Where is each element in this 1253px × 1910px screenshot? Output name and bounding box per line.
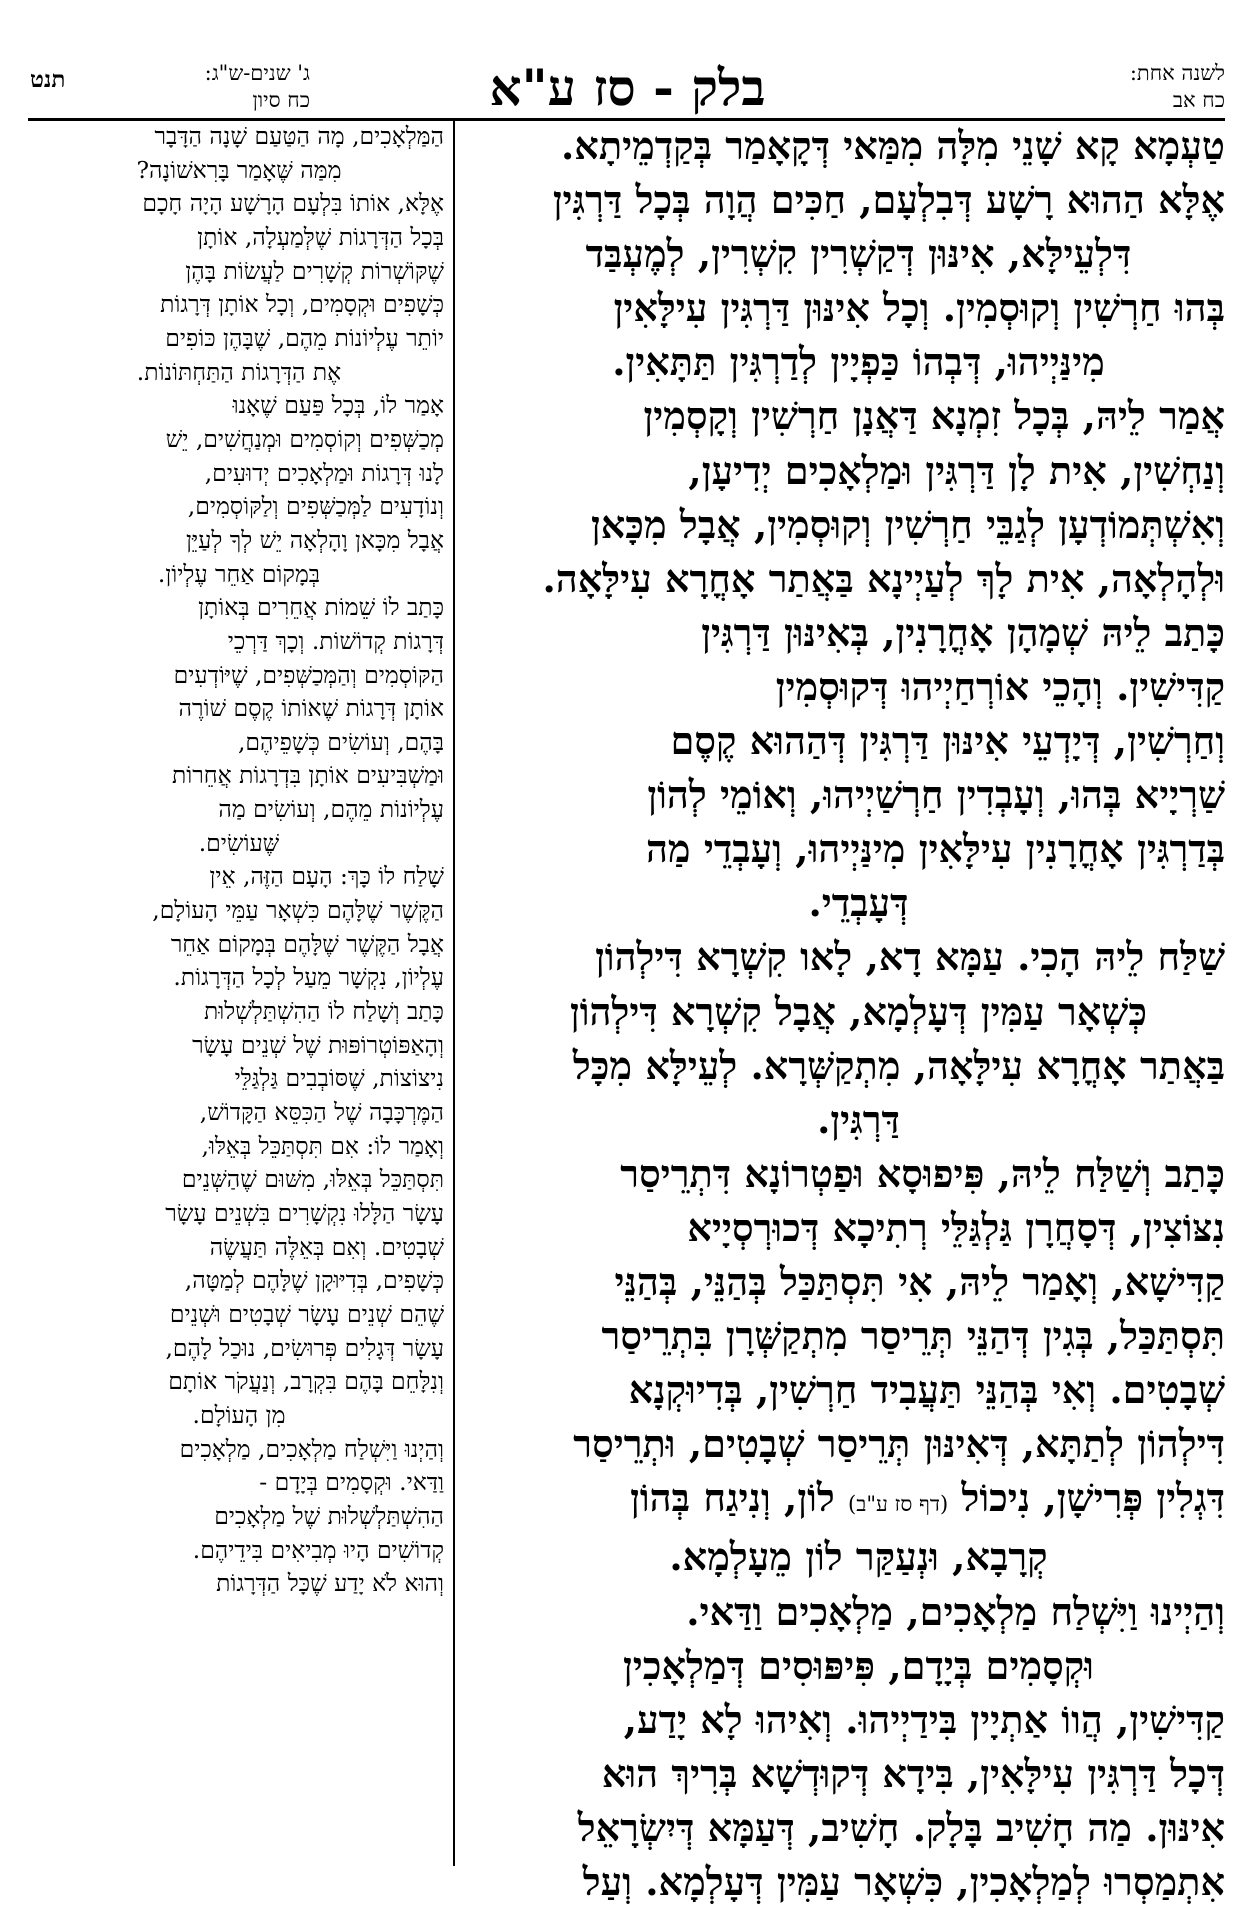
schedule-date: כח אב [1172, 88, 1225, 112]
text-line: וְהַיְנוּ וַיִּשְׁלַח מַלְאָכִים, מַלְאָכִים [179, 1434, 444, 1463]
text-line: אִינּוּן. מַה חָשִׁיב בָּלָק. חָשִׁיב, דְּעַמָּא דְּיִשְׂרָאֵל [577, 1805, 1225, 1851]
text-line: מִינַּיְיהוּ, דְּבְהוֹ כַּפְיָין לְדַרְגִּין תַּתָּאִין. [612, 340, 1105, 386]
text-line: בְּמָקוֹם אַחֵר עֶלְיוֹן. [157, 559, 321, 588]
text-line: קַדִּישִׁין. וְהָכֵי אוֹרְחַיְיהוּ דְּקוּסְמִין [775, 664, 1225, 710]
text-line: קַדִּישִׁין, הֲווֹ אַתְיָין בִּידַיְיהוּ. וְאִיהוּ לָא יָדַע, [623, 1697, 1225, 1743]
text-line: שְׁבָטִים. וְאִי בְּהַנֵּי תַּעֲבִיד חַרְשִׁין, בְּדִיוּקְנָא [628, 1368, 1225, 1414]
text-line: אִתְמַסְרוּ לְמַלְאָכִין, כִּשְׁאָר עַמִּין דְּעָלְמָא. וְעַל [582, 1860, 1225, 1905]
text-line: הַקֶּשֶׁר שֶׁלָּהֶם כִּשְׁאָר עַמֵּי הָעוֹלָם, [152, 896, 444, 925]
text-line: נִיצוֹצוֹת, שֶׁסּוֹבְבִים גַּלְגַּלֵּי [234, 1064, 444, 1093]
hebrew-translation-column [34, 120, 444, 1870]
text-line: דַּרְגִּין. [817, 1097, 900, 1143]
text-line: כָּתַב לוֹ שֵׁמוֹת אֲחֵרִים בְּאוֹתָן [198, 593, 444, 622]
text-line: מִן הָעוֹלָם. [192, 1400, 286, 1429]
text-line: כָּתַב וְשַׁלַּח לֵיהּ, פִּיפוּסָא וּפַטְרוֹנָא דִּתְרֵיסַר [620, 1151, 1225, 1197]
text-line: וְהָאַפּוֹטְרוֹפּוּת שֶׁל שְׁנֵים עָשָׂר [192, 1030, 444, 1059]
daily-schedule-three-year [110, 60, 310, 114]
text-line: דְּעָבְדֵי. [808, 881, 909, 927]
column-divider [453, 121, 455, 1866]
text-line: הַהִשְׁתַּלְשְׁלוּת שֶׁל מַלְאָכִים [214, 1501, 444, 1530]
text-line: אֶת הַדְּרָגוֹת הַתַּחְתּוֹנוֹת. [136, 357, 342, 386]
text-line: אֲבָל הַקֶּשֶׁר שֶׁלָּהֶם בְּמָקוֹם אַחֵר [170, 929, 444, 958]
text-line: הַמֶּרְכָּבָה שֶׁל הַכִּסֵּא הַקָּדוֹשׁ, [199, 1098, 444, 1127]
text-line: דְּכָל דַּרְגִּין עִילָּאִין, בִּידָא דְּקוּדְשָׁא בְּרִיךְ הוּא [601, 1751, 1225, 1797]
text-fragment: דִּגְלִין פְּרִישָׁן, נִיכוֹל [961, 1476, 1225, 1522]
text-line: שֶׁקּוֹשְׁרוֹת קְשָׁרִים לַעֲשׂוֹת בָּהֶן [185, 256, 444, 285]
schedule-label: ג' שנים-ש"ג: [204, 61, 310, 85]
text-line: תִּסְתַּכַּל, בְּגִין דְּהַנֵּי תְּרֵיסַר מִתְקַשְּׁרָן בִּתְרֵיסַר [601, 1314, 1225, 1360]
text-line: בָּהֶם, וְעוֹשִׂים כְּשָׁפֵיהֶם, [238, 727, 444, 756]
text-line: עָשָׂר דְּגָלִים פְּרוּשִׂים, נוּכַל לָהֶם, [165, 1333, 444, 1362]
text-line: דִּילְהוֹן לְתַתָּא, דְּאִינּוּן תְּרֵיסַר שְׁבָטִים, וּתְרֵיסַר [573, 1422, 1225, 1468]
text-line: כְּשְׁאָר עַמִּין דְּעָלְמָא, אֲבָל קִשְׁרָא דִּילְהוֹן [570, 989, 1147, 1035]
text-line: מְכַשְּׁפִים וְקוֹסְמִים וּמְנַחֲשִׁים, יֵשׁ [165, 424, 444, 453]
text-line: וְנִלָּחֵם בָּהֶם בִּקְרָב, וְנַעֲקֹר אוֹתָם [168, 1367, 444, 1396]
text-line: קְרָבָא, וּנְעַקַּר לוֹן מֵעָלְמָא. [669, 1535, 1048, 1581]
text-line: כָּתַב לֵיהּ שְׁמָהָן אָחֳרָנִין, בְּאִינּוּן דַּרְגִּין [701, 610, 1225, 656]
text-line: הַמַּלְאָכִים, מָה הַטַּעַם שָׁנָה הַדָּבָר [154, 122, 444, 150]
text-line: וְהוּא לֹא יָדַע שֶׁכָּל הַדְּרָגוֹת [216, 1569, 444, 1598]
text-line: אוֹתָן דְּרָגוֹת שֶׁאוֹתוֹ קֶסֶם שׁוֹרֶה [178, 694, 444, 723]
text-line: טַעְמָא קָא שָׁנֵי מִלָּה מִמַּאי דְּקָאָמַר בְּקַדְמֵיתָא. [561, 124, 1225, 169]
text-line: הַקּוֹסְמִים וְהַמְּכַשְּׁפִים, שֶׁיּוֹדְעִים [173, 660, 444, 689]
text-line: עָשָׂר הַלָּלוּ נִקְשָׁרִים בִּשְׁנֵים עָשָׂר [165, 1199, 444, 1227]
page-header [30, 58, 1225, 118]
text-line: אֲבָל מִכָּאן וָהָלְאָה יֵשׁ לְךָ לְעַיֵּן [186, 525, 444, 554]
text-line: קְדוֹשִׁים הָיוּ מְבִיאִים בִּידֵיהֶם. [192, 1535, 444, 1564]
text-line: אֲמַר לֵיהּ, בְּכָל זִמְנָא דַּאֲנָן חַרְשִׁין וְקָסְמִין [643, 394, 1225, 440]
text-line: וְהַיְינוּ וַיִּשְׁלַח מַלְאָכִים, מַלְאָכִים וַדַּאי. [686, 1589, 1225, 1635]
text-line: דְּרָגוֹת קְדוֹשׁוֹת. וְכָךְ דַּרְכֵי [227, 626, 444, 655]
text-line: אָמַר לוֹ, בְּכָל פַּעַם שֶׁאָנוּ [232, 391, 444, 420]
text-line: וַדַּאי. וּקְסָמִים בְּיָדָם - [259, 1468, 444, 1497]
text-line: אֶלָּא הַהוּא רָשָׁע דְּבִלְעָם, חַכִּים הֲוָה בְּכָל דַּרְגִּין [552, 178, 1225, 224]
text-line: עֶלְיוֹן, נִקְשָׁר מֵעַל לְכָל הַדְּרָגוֹת. [173, 963, 444, 992]
text-line: בְּדַרְגִּין אָחֳרָנִין עִילָּאִין מִינַּיְיהוּ, וְעָבְדֵי מַה [645, 827, 1225, 873]
text-line: קַדִּישָׁא, וְאָמַר לֵיהּ, אִי תִּסְתַּכַּל בְּהַנֵּי, בְּהַנֵּי [614, 1259, 1225, 1305]
text-line: כָּתַב וְשָׁלַח לוֹ הַהִשְׁתַּלְשְׁלוּת [204, 997, 444, 1026]
text-line: שַׁלַּח לֵיהּ הָכִי. עַמָּא דָא, לָאו קִשְׁרָא דִּילְהוֹן [595, 935, 1225, 981]
text-line: כְּשָׁפִים, בְּדִיּוּקָן שֶׁלָּהֶם לְמַטָּה, [184, 1266, 444, 1295]
schedule-date: כח סיון [252, 88, 310, 112]
text-line: אֶלָּא, אוֹתוֹ בִּלְעָם הָרָשָׁע הָיָה חָכָם [142, 189, 444, 218]
schedule-label: לשנה אחת: [1129, 61, 1225, 85]
text-line: וּמַשְׁבִּיעִים אוֹתָן בִּדְרָגוֹת אֲחֵרוֹת [172, 761, 444, 790]
page-title: בלק - סז ע"א [489, 58, 766, 117]
text-line: שֶׁהֵם שְׁנֵים עָשָׂר שְׁבָטִים וּשְׁנֵים [169, 1299, 444, 1328]
text-line: שֶּׁעוֹשִׂים. [198, 828, 280, 857]
text-line: עֶלְיוֹנוֹת מֵהֶם, וְעוֹשִׂים מַה [218, 795, 444, 824]
text-line: מִמַּה שֶּׁאָמַר בָּרִאשׁוֹנָה? [136, 155, 342, 184]
text-line: תִּסְתַּכֵּל בְּאֵלּוּ, מִשּׁוּם שֶׁהַשְּׁנֵים [181, 1165, 444, 1194]
text-line: וְנַחְשִׁין, אִית לָן דַּרְגִּין וּמַלְאָכִים יְדִיעָן, [688, 448, 1225, 494]
text-line: וְנוֹדָעִים לַמְּכַשְּׁפִים וְלַקּוֹסְמִים, [187, 492, 444, 521]
text-line: נִצּוֹצִין, דְּסָחֲרָן גַּלְגַּלֵּי רְתִיכָא דְּכוּרְסְיָיא [687, 1205, 1225, 1251]
text-line: שְׁבָטִים. וְאִם בְּאֵלֶּה תַּעֲשֶׂה [209, 1232, 444, 1261]
text-line: כְּשָׁפִים וּקְסָמִים, וְכָל אוֹתָן דְּרָגוֹת [160, 290, 444, 319]
text-line: וְחַרְשִׁין, דְּיָדְעֵי אִינּוּן דַּרְגִּין דְּהַהוּא קֶסֶם [670, 719, 1225, 765]
text-line: שָׁלַח לוֹ כָּךְ: הָעָם הַזֶּה, אֵין [209, 862, 444, 891]
text-line: וּקְסָמִים בְּיָדָם, פִּיפּוּסִים דְּמַלְאָכִין [623, 1643, 1094, 1689]
text-line: שַׁרְיָיא בְּהוּ, וְעָבְדִין חַרְשַׁיְיהוּ, וְאוֹמֵי לְהוֹן [647, 773, 1225, 819]
text-line: בְּכָל הַדְּרָגוֹת שֶׁלְּמַעְלָה, אוֹתָן [197, 222, 444, 251]
text-line: דִּלְעֵילָּא, אִינּוּן דְּקַשְׁרִין קִשְׁרִין, לְמֶעְבַּד [585, 232, 1132, 278]
text-line: יוֹתֵר עֶלְיוֹנוֹת מֵהֶם, שֶׁבָּהֶן כּוֹפִים [165, 323, 444, 352]
text-line: וְאִשְׁתְּמוֹדְעָן לְגַבֵּי חַרְשִׁין וְקוּסְמִין, אֲבָל מִכָּאן [591, 502, 1225, 548]
aramaic-main-text [492, 120, 1225, 1905]
text-line: וְאָמַר לוֹ: אִם תִּסְתַּכֵּל בְּאֵלּוּ, [201, 1131, 444, 1160]
text-line: בְּהוּ חַרְשִׁין וְקוּסְמִין. וְכָל אִינּוּן דַּרְגִּין עִילָּאִין [613, 286, 1225, 332]
page-number: תנט [30, 66, 66, 93]
text-line: וּלְהָלְאָה, אִית לָךְ לְעַיְינָא בַּאֲתַר אָחֳרָא עִילָּאָה. [542, 556, 1225, 602]
text-line-with-ref [492, 1472, 1225, 1531]
folio-reference: (דף סז ע"ב) [848, 1491, 949, 1517]
text-line: בַּאֲתַר אָחֳרָא עִילָּאָה, מִתְקַשְּׁרָא. לְעֵילָּא מִכָּל [572, 1043, 1225, 1089]
text-fragment: לוֹן, וְנִיגַח בְּהוֹן [630, 1476, 835, 1522]
text-line: לָנוּ דְּרָגוֹת וּמַלְאָכִים יְדוּעִים, [204, 458, 444, 487]
